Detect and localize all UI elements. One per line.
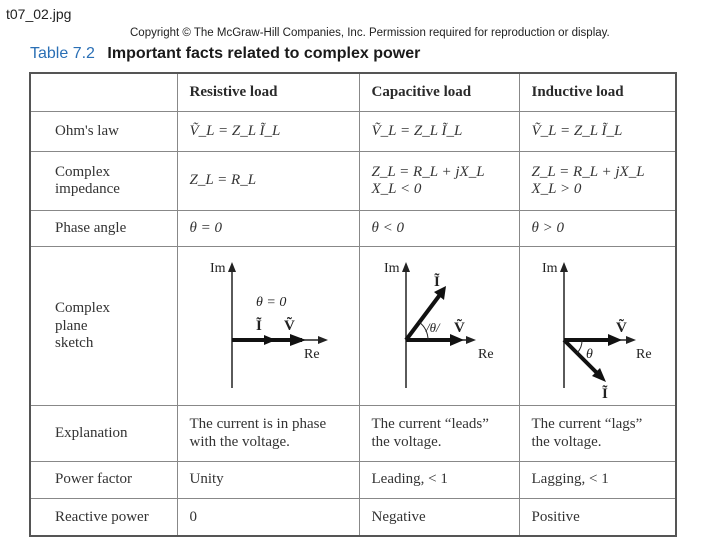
impedance-capacitive: Z_L = R_L + jX_L X_L < 0 — [359, 152, 519, 211]
sketch-capacitive-cell — [359, 246, 519, 405]
theta-label: θ = 0 — [255, 295, 286, 311]
re-label: Re — [635, 347, 652, 363]
header-corner — [30, 73, 177, 111]
resistive-phasor-sketch — [178, 248, 358, 404]
power-factor-capacitive: Leading, < 1 — [359, 461, 519, 498]
row-reactive-power — [30, 499, 676, 536]
row-label: Power factor — [30, 461, 177, 498]
header-inductive: Inductive load — [519, 73, 676, 111]
v-phasor-head — [290, 334, 306, 346]
re-axis-arrow — [318, 336, 328, 344]
phase-capacitive: θ < 0 — [359, 210, 519, 246]
v-label: Ṽ — [283, 318, 295, 335]
theta-label: /θ/ — [425, 320, 440, 336]
file-name: t07_02.jpg — [6, 6, 72, 22]
row-label: Reactive power — [30, 499, 177, 536]
row-label: Complex impedance — [30, 152, 177, 211]
ohms-law-inductive: Ṽ_L = Z_L Ĩ_L — [519, 111, 676, 151]
i-phasor-head — [264, 335, 276, 345]
row-power-factor — [30, 461, 676, 498]
i-label: Ĩ — [601, 386, 608, 403]
row-ohms-law — [30, 111, 676, 151]
im-axis-arrow — [402, 262, 410, 272]
re-axis-arrow — [466, 336, 476, 344]
header-capacitive: Capacitive load — [359, 73, 519, 111]
explanation-capacitive: The current “leads” the voltage. — [359, 406, 519, 461]
reactive-inductive: Positive — [519, 499, 676, 536]
im-label: Im — [209, 261, 226, 277]
power-factor-resistive: Unity — [177, 461, 359, 498]
im-label: Im — [541, 261, 558, 277]
explanation-resistive: The current is in phase with the voltage. — [177, 406, 359, 461]
row-label: Complex plane sketch — [30, 246, 177, 405]
im-label: Im — [383, 261, 400, 277]
header-row — [30, 73, 676, 111]
row-sketch — [30, 246, 676, 405]
row-label: Ohm's law — [30, 111, 177, 151]
capacitive-phasor-sketch — [360, 248, 518, 404]
impedance-inductive: Z_L = R_L + jX_L X_L > 0 — [519, 152, 676, 211]
power-factor-inductive: Lagging, < 1 — [519, 461, 676, 498]
i-label: Ĩ — [433, 274, 440, 291]
phase-resistive: θ = 0 — [177, 210, 359, 246]
im-axis-arrow — [228, 262, 236, 272]
v-label: Ṽ — [453, 320, 465, 337]
row-explanation — [30, 406, 676, 461]
v-label: Ṽ — [615, 320, 627, 337]
table-number: Table 7.2 — [30, 45, 95, 62]
re-label: Re — [477, 347, 494, 363]
phase-inductive: θ > 0 — [519, 210, 676, 246]
row-impedance — [30, 152, 676, 211]
i-label: Ĩ — [255, 318, 262, 335]
complex-power-table — [29, 72, 677, 537]
ohms-law-capacitive: Ṽ_L = Z_L Ĩ_L — [359, 111, 519, 151]
row-label: Phase angle — [30, 210, 177, 246]
header-resistive: Resistive load — [177, 73, 359, 111]
table-title — [30, 45, 420, 63]
sketch-inductive-cell — [519, 246, 676, 405]
table-title-text: Important facts related to complex power — [107, 45, 421, 62]
row-phase-angle — [30, 210, 676, 246]
inductive-phasor-sketch — [520, 248, 675, 404]
reactive-resistive: 0 — [177, 499, 359, 536]
re-label: Re — [303, 347, 320, 363]
row-label: Explanation — [30, 406, 177, 461]
reactive-capacitive: Negative — [359, 499, 519, 536]
ohms-law-resistive: Ṽ_L = Z_L Ĩ_L — [177, 111, 359, 151]
explanation-inductive: The current “lags” the voltage. — [519, 406, 676, 461]
theta-label: θ — [585, 347, 593, 363]
sketch-resistive-cell — [177, 246, 359, 405]
copyright-notice: Copyright © The McGraw-Hill Companies, Inc. Permission required for reproduction or display. — [130, 27, 610, 39]
re-axis-arrow — [626, 336, 636, 344]
impedance-resistive: Z_L = R_L — [177, 152, 359, 211]
im-axis-arrow — [560, 262, 568, 272]
i-phasor — [564, 340, 600, 376]
